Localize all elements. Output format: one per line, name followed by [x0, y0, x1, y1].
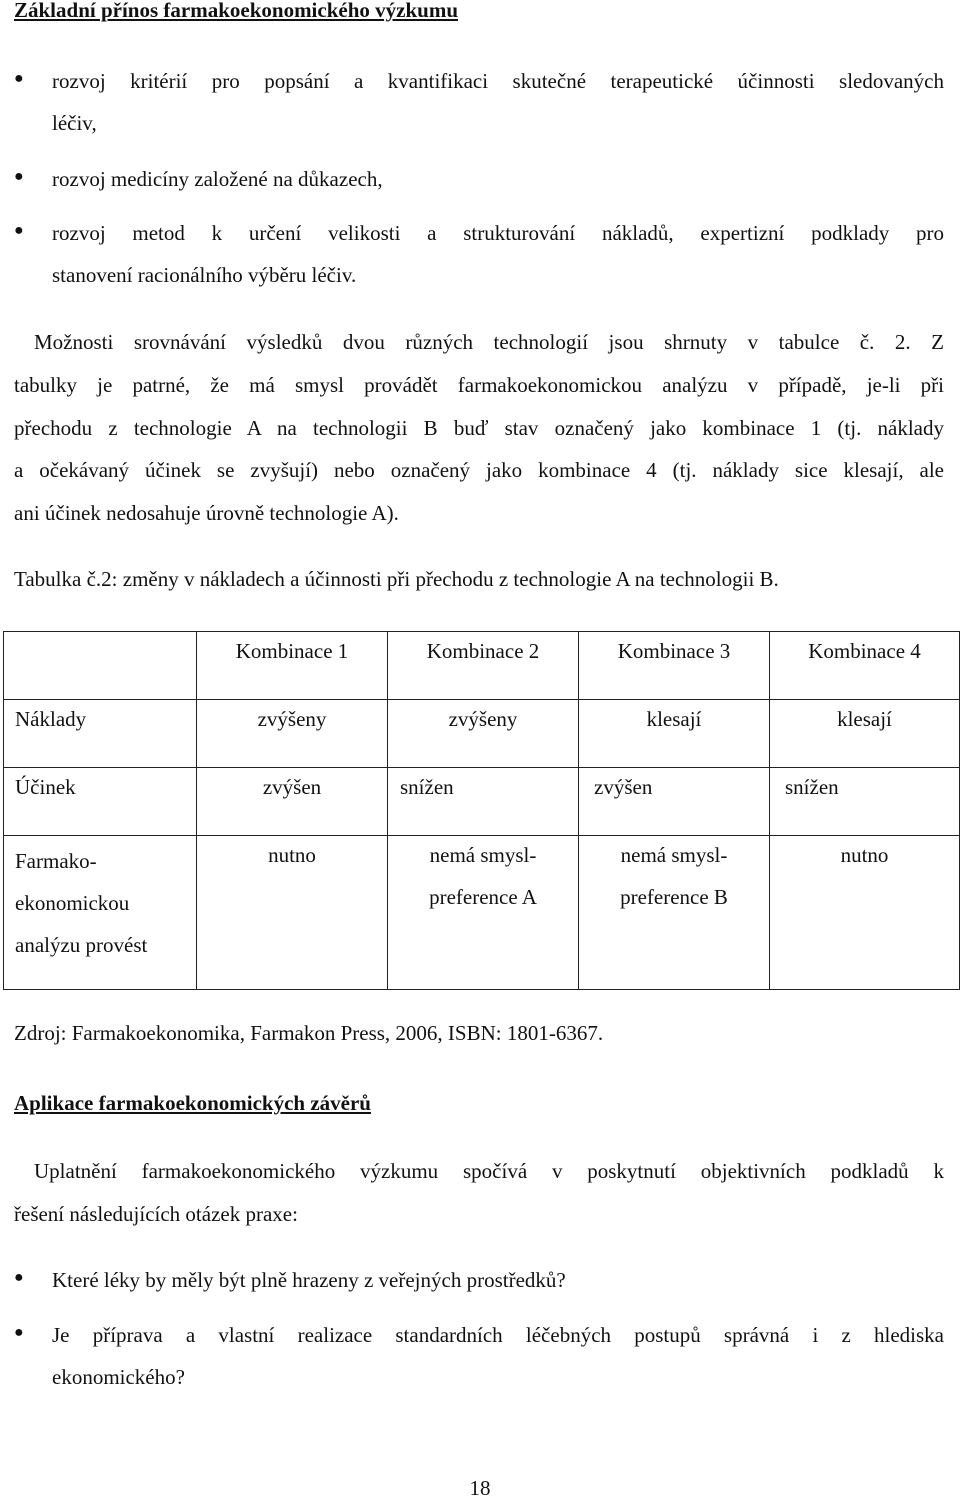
bullet-icon: ●	[14, 70, 24, 87]
table-cell: nutno	[770, 836, 960, 990]
paragraph-line-2: tabulky je patrné, že má smysl provádět farmakoekonomickou analýzu v případě, je-li při	[14, 373, 944, 397]
comparison-table	[3, 631, 960, 990]
table-cell: snížen	[770, 768, 960, 836]
bullet-3-line-1: rozvoj metod k určení velikosti a strukturování nákladů, expertizní podklady pro	[52, 221, 944, 245]
table-header-cell: Kombinace 4	[770, 632, 960, 700]
table-header-empty	[4, 632, 197, 700]
table-row	[4, 836, 960, 990]
table-caption: Tabulka č.2: změny v nákladech a účinnosti při přechodu z technologie A na technologii B.	[14, 567, 779, 591]
table-row-label: Náklady	[4, 700, 197, 768]
table-source: Zdroj: Farmakoekonomika, Farmakon Press, 2006, ISBN: 1801-6367.	[14, 1021, 604, 1045]
bullet-icon: ●	[14, 222, 24, 239]
paragraph-line-1: Možnosti srovnávání výsledků dvou různých technologií jsou shrnuty v tabulce č. 2. Z	[34, 330, 944, 354]
section-heading-1: Základní přínos farmakoekonomického výzkumu	[14, 0, 458, 22]
table-cell: zvýšeny	[388, 700, 579, 768]
bullet-3-line-2: stanovení racionálního výběru léčiv.	[52, 263, 357, 287]
table-cell: klesají	[579, 700, 770, 768]
paragraph-line-4: a očekávaný účinek se zvyšují) nebo označený jako kombinace 4 (tj. náklady sice klesají, ale	[14, 458, 944, 482]
table-header-cell: Kombinace 2	[388, 632, 579, 700]
bullet-2-line-1: rozvoj medicíny založené na důkazech,	[52, 167, 383, 191]
table-cell: snížen	[388, 768, 579, 836]
paragraph-line-5: ani účinek nedosahuje úrovně technologie A).	[14, 501, 399, 525]
table-row-label: Farmako- ekonomickou analýzu provést	[4, 836, 197, 990]
bullet-icon: ●	[14, 168, 24, 185]
bullet-5-line-2: ekonomického?	[52, 1365, 185, 1389]
table-cell: nemá smysl- preference A	[388, 836, 579, 990]
table-header-row	[4, 632, 960, 700]
bullet-1-line-1: rozvoj kritérií pro popsání a kvantifikaci skutečné terapeutické účinnosti sledovaných	[52, 69, 944, 93]
table-cell: nemá smysl- preference B	[579, 836, 770, 990]
paragraph-2-line-1: Uplatnění farmakoekonomického výzkumu spočívá v poskytnutí objektivních podkladů k	[34, 1159, 944, 1183]
table-cell: zvýšen	[579, 768, 770, 836]
table-row	[4, 768, 960, 836]
table-header-cell: Kombinace 3	[579, 632, 770, 700]
section-heading-2: Aplikace farmakoekonomických závěrů	[14, 1091, 371, 1115]
paragraph-2-line-2: řešení následujících otázek praxe:	[14, 1202, 298, 1226]
bullet-icon: ●	[14, 1324, 24, 1341]
paragraph-line-3: přechodu z technologie A na technologii B buď stav označený jako kombinace 1 (tj. náklady	[14, 416, 944, 440]
table-cell: klesají	[770, 700, 960, 768]
bullet-4-line-1: Které léky by měly být plně hrazeny z veřejných prostředků?	[52, 1268, 566, 1292]
table-cell: nutno	[197, 836, 388, 990]
table-cell: zvýšen	[197, 768, 388, 836]
bullet-icon: ●	[14, 1269, 24, 1286]
table-row-label: Účinek	[4, 768, 197, 836]
page-number: 18	[469, 1476, 491, 1500]
table-row	[4, 700, 960, 768]
table-header-cell: Kombinace 1	[197, 632, 388, 700]
bullet-1-line-2: léčiv,	[52, 111, 97, 135]
table-cell: zvýšeny	[197, 700, 388, 768]
bullet-5-line-1: Je příprava a vlastní realizace standardních léčebných postupů správná i z hlediska	[52, 1323, 944, 1347]
